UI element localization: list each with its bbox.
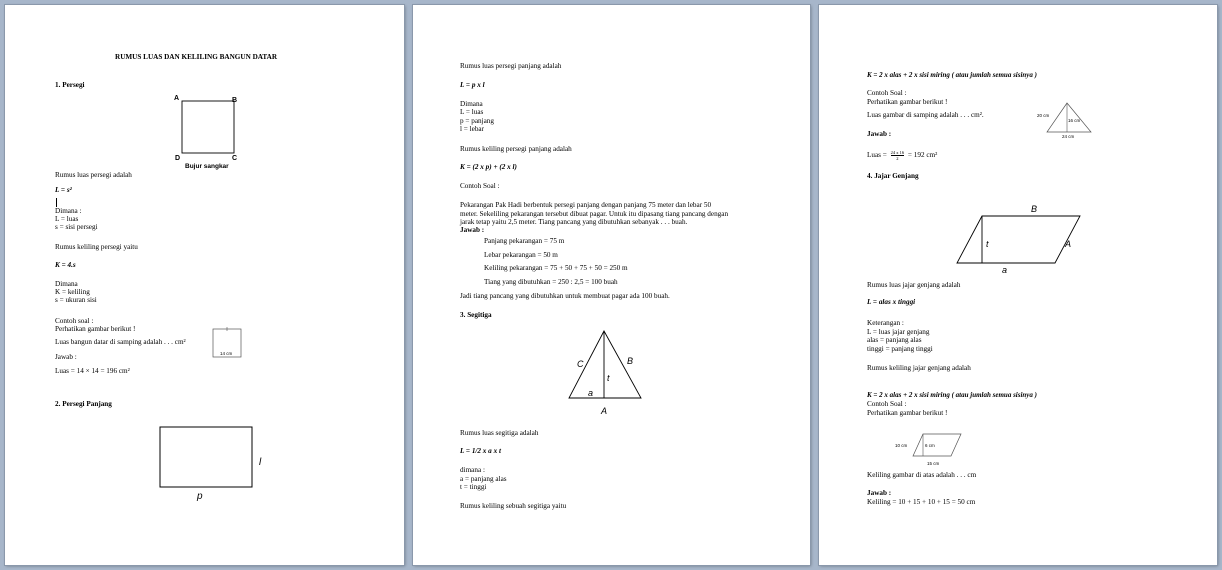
keliling-segitiga-formula: K = 2 x alas + 2 x sisi miring ( atau jumlah semua sisinya )	[867, 71, 1037, 79]
luas-pp-formula: L = p x l	[460, 81, 485, 89]
soal-pp-line1: Pekarangan Pak Hadi berbentuk persegi panjang dengan panjang 75 meter dan lebar 50	[460, 201, 712, 209]
heading-jajar-genjang: 4. Jajar Genjang	[867, 172, 919, 180]
keliling-jajar-intro: Rumus keliling jajar genjang adalah	[867, 364, 971, 372]
def-pp-panjang: p = panjang	[460, 117, 494, 125]
def-jajar-alas: alas = panjang alas	[867, 336, 922, 344]
keliling-persegi-formula: K = 4.s	[55, 261, 76, 269]
def-pp-lebar: l = lebar	[460, 125, 485, 133]
keterangan-label: Keterangan :	[867, 319, 904, 327]
perhatikan-label: Perhatikan gambar berikut !	[55, 325, 136, 333]
tri-label-c: C	[577, 359, 584, 369]
contoh-soal-label: Contoh soal :	[55, 317, 94, 325]
small-par-side: 10 cm	[895, 443, 908, 448]
perhatikan-jajar: Perhatikan gambar berikut !	[867, 409, 948, 417]
keliling-pp-intro: Rumus keliling persegi panjang adalah	[460, 145, 572, 153]
answer-jajar: Keliling = 10 + 15 + 10 + 15 = 50 cm	[867, 498, 976, 506]
par-label-base: a	[1002, 265, 1008, 275]
soal-pp-line2: meter. Sekeliling pekarangan tersebut dibuat pagar. Untuk itu dipasang tiang pancang dengan	[460, 210, 729, 218]
luas-segitiga-answer	[867, 150, 937, 161]
jawab-label: Jawab :	[55, 353, 77, 361]
jawab-pp-1: Panjang pekarangan = 75 m	[484, 237, 565, 245]
def-luas: L = luas	[55, 215, 79, 223]
small-tri-base: 24 cm	[1062, 134, 1075, 139]
heading-persegi-panjang: 2. Persegi Panjang	[55, 400, 112, 408]
keliling-segitiga-intro: Rumus keliling sebuah segitiga yaitu	[460, 502, 567, 510]
document-title: RUMUS LUAS DAN KELILING BANGUN DATAR	[115, 53, 278, 61]
triangle-figure	[563, 328, 653, 418]
small-parallelogram-figure	[895, 431, 965, 467]
contoh-soal-segitiga: Contoh Soal :	[867, 89, 907, 97]
fraction	[891, 150, 905, 161]
small-par-height: 6 cm	[925, 443, 935, 448]
square-caption: Bujur sangkar	[185, 163, 229, 170]
small-par-base: 15 cm	[927, 461, 940, 466]
def-tinggi: t = tinggi	[460, 483, 487, 491]
small-tri-height: 16 cm	[1068, 118, 1081, 123]
jawab-pp: Jawab :	[460, 226, 485, 234]
tri-label-a-big: A	[601, 406, 608, 416]
small-tri-side: 20 cm	[1037, 113, 1050, 118]
small-triangle-figure	[1037, 100, 1097, 140]
perhatikan-segitiga: Perhatikan gambar berikut !	[867, 98, 948, 106]
contoh-soal-pp: Contoh Soal :	[460, 182, 500, 190]
keliling-jajar-formula: K = 2 x alas + 2 x sisi miring ( atau jumlah semua sisinya )	[867, 391, 1037, 399]
def-jajar-luas: L = luas jajar genjang	[867, 328, 930, 336]
small-square-label: 14 cm	[220, 351, 233, 356]
jawab-jajar: Jawab :	[867, 489, 892, 497]
luas-segitiga-intro: Rumus luas segitiga adalah	[460, 429, 539, 437]
document-page-1	[5, 5, 404, 565]
heading-segitiga: 3. Segitiga	[460, 311, 492, 319]
kesimpulan-pp: Jadi tiang pancang yang dibutuhkan untuk membuat pagar ada 100 buah.	[460, 292, 670, 300]
heading-persegi: 1. Persegi	[55, 81, 85, 89]
par-label-side: A	[1065, 239, 1072, 249]
dimana-segitiga: dimana :	[460, 466, 485, 474]
def-sisi: s = sisi persegi	[55, 223, 98, 231]
fraction-numerator: 24 x 16	[890, 150, 905, 155]
square-label-d: D	[175, 155, 181, 162]
square-label-c: C	[232, 155, 238, 162]
jawab-pp-3: Keliling pekarangan = 75 + 50 + 75 + 50 = 250 m	[484, 264, 628, 272]
jawab-pp-2: Lebar pekarangan = 50 m	[484, 251, 558, 259]
keliling-pp-formula: K = (2 x p) + (2 x l)	[460, 163, 517, 171]
rect-label-p: p	[197, 491, 203, 502]
fraction-denominator: 2	[896, 156, 899, 161]
tri-label-a-small: a	[588, 388, 594, 398]
luas-prefix: Luas =	[867, 151, 887, 160]
square-figure	[165, 93, 255, 173]
rect-label-l: l	[259, 457, 262, 468]
luas-jajar-formula: L = alas x tinggi	[867, 298, 916, 306]
square-label-a: A	[174, 95, 180, 102]
soal-pp-line3: jarak tetap yaitu 2,5 meter. Tiang pancang yang dibutuhkan sebanyak . . . buah.	[460, 218, 688, 226]
jawab-pp-4: Tiang yang dibutuhkan = 250 : 2,5 = 100 buah	[484, 278, 618, 286]
luas-segitiga-formula: L = 1/2 x a x t	[460, 447, 501, 455]
parallelogram-figure	[949, 195, 1089, 275]
rectangle-figure	[155, 425, 275, 505]
luas-persegi-intro: Rumus luas persegi adalah	[55, 171, 132, 179]
def-ukuran-sisi: s = ukuran sisi	[55, 296, 97, 304]
def-alas: a = panjang alas	[460, 475, 507, 483]
dimana-label: Dimana :	[55, 207, 82, 215]
def-pp-luas: L = luas	[460, 108, 484, 116]
small-square-figure	[211, 327, 245, 359]
luas-result: = 192 cm²	[907, 151, 938, 160]
text-cursor	[56, 198, 57, 207]
document-page-3	[819, 5, 1217, 565]
square-label-b: B	[232, 97, 238, 104]
tri-label-t: t	[607, 373, 610, 383]
def-keliling: K = keliling	[55, 288, 90, 296]
dimana2-label: Dimana	[55, 280, 78, 288]
keliling-persegi-intro: Rumus keliling persegi yaitu	[55, 243, 138, 251]
par-label-t: t	[986, 239, 989, 249]
question-persegi: Luas bangun datar di samping adalah . . . cm²	[55, 338, 186, 346]
contoh-soal-jajar: Contoh Soal :	[867, 400, 907, 408]
dimana-pp: Dimana	[460, 100, 483, 108]
question-segitiga: Luas gambar di samping adalah . . . cm².	[867, 111, 984, 119]
jawab-segitiga: Jawab :	[867, 130, 892, 138]
answer-persegi: Luas = 14 × 14 = 196 cm²	[55, 367, 130, 375]
question-jajar: Keliling gambar di atas adalah . . . cm	[867, 471, 977, 479]
luas-pp-intro: Rumus luas persegi panjang adalah	[460, 62, 562, 70]
luas-persegi-formula: L = s²	[55, 186, 72, 194]
document-page-2	[413, 5, 810, 565]
par-label-top: B	[1031, 204, 1038, 214]
tri-label-b: B	[627, 356, 634, 366]
def-jajar-tinggi: tinggi = panjang tinggi	[867, 345, 933, 353]
luas-jajar-intro: Rumus luas jajar genjang adalah	[867, 281, 961, 289]
